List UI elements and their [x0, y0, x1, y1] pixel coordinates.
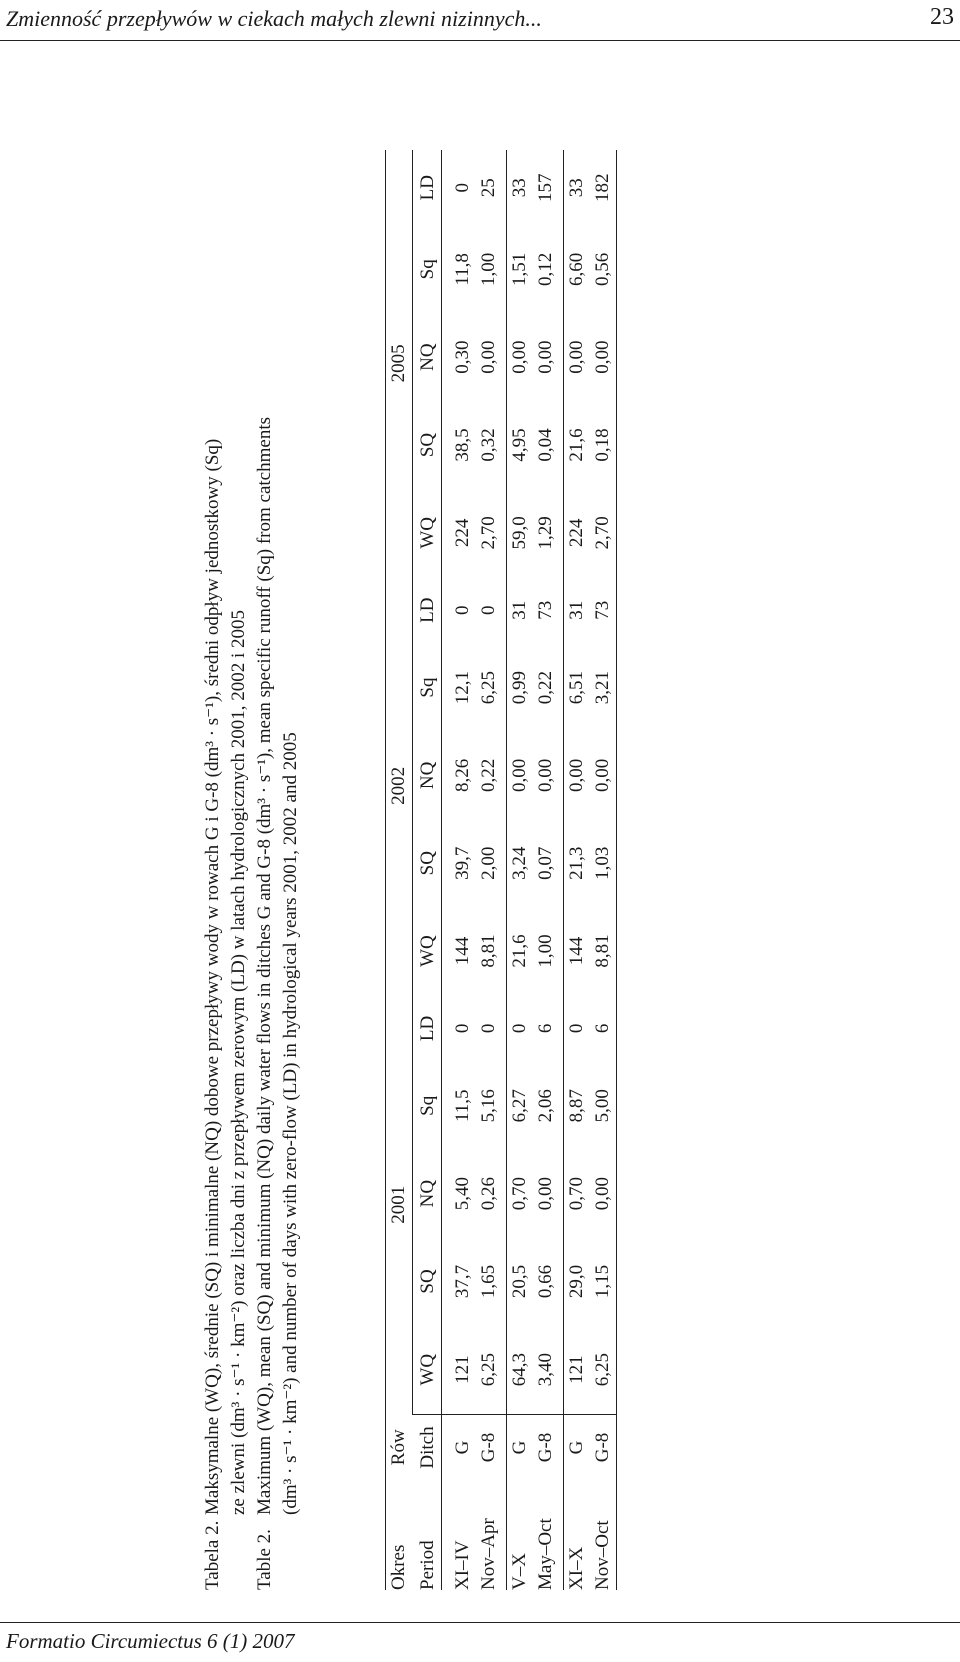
year-header: 2001 [386, 995, 413, 1415]
value-cell: 3,21 [590, 644, 617, 732]
period-cell: Nov–Oct [590, 1480, 617, 1590]
value-cell: 31 [509, 600, 530, 620]
data-table [385, 150, 617, 1590]
column-header: LD [413, 577, 442, 644]
value-cell: 0,70 [566, 1176, 587, 1211]
value-cell: 1,00 [476, 225, 507, 313]
value-cell: 0,00 [590, 1150, 617, 1238]
value-cell: 2,06 [533, 1062, 564, 1150]
value-cell: 39,7 [452, 846, 473, 880]
table-caption [200, 150, 304, 1590]
caption-pl-line2: ze zlewni (dm³ · s⁻¹ · km⁻²) oraz liczba dni z przepływem zerowym (LD) w latach hydrologicznych 2001, 2002 i 2005 [228, 609, 249, 1515]
value-cell: 0 [566, 1023, 587, 1034]
value-cell: 0 [452, 605, 473, 615]
running-title: Zmienność przepływów w ciekach małych zlewni nizinnych... [6, 6, 542, 31]
table-row [564, 150, 591, 1590]
value-cell: 2,70 [590, 489, 617, 577]
table-row [442, 150, 477, 1590]
value-cell: 5,40 [452, 1176, 473, 1211]
caption-polish [200, 150, 252, 1590]
ditch-cell: G [564, 1415, 591, 1481]
value-cell: 73 [533, 577, 564, 644]
value-cell: 33 [509, 178, 530, 198]
caption-english [252, 150, 304, 1590]
value-cell: 0,00 [533, 313, 564, 401]
value-cell: 0,00 [509, 758, 530, 793]
value-cell: 5,16 [476, 1062, 507, 1150]
column-header: NQ [413, 313, 442, 401]
value-cell: 21,6 [509, 934, 530, 968]
page-number: 23 [930, 4, 954, 30]
value-cell: 6 [533, 995, 564, 1062]
ditch-cell: G-8 [533, 1415, 564, 1481]
value-cell: 224 [566, 518, 587, 548]
header-row-measures [413, 150, 442, 1590]
value-cell: 6,25 [590, 1325, 617, 1414]
table-row [507, 150, 534, 1590]
value-cell: 0 [476, 995, 507, 1062]
value-cell: 0,66 [533, 1238, 564, 1326]
value-cell: 5,00 [590, 1062, 617, 1150]
caption-en-line2: (dm³ · s⁻¹ · km⁻²) and number of days with zero-flow (LD) in hydrological years 2001, 2002 and 2005 [280, 732, 301, 1515]
year-header: 2002 [386, 577, 413, 995]
value-cell: 21,6 [566, 428, 587, 462]
value-cell: 6,27 [509, 1089, 530, 1123]
column-header: WQ [413, 1325, 442, 1414]
page-footer [0, 1622, 960, 1662]
value-cell: 21,3 [566, 846, 587, 880]
value-cell: 0,18 [590, 401, 617, 489]
value-cell: 1,00 [533, 907, 564, 995]
caption-en-line1: Maximum (WQ), mean (SQ) and minimum (NQ) daily water flows in ditches G and G-8 (dm³ · s⁻¹), mean specific runoff (Sq) from catchments [254, 417, 275, 1515]
value-cell: 11,5 [452, 1089, 473, 1123]
value-cell: 6 [590, 995, 617, 1062]
value-cell: 8,81 [476, 907, 507, 995]
value-cell: 0,22 [533, 644, 564, 732]
period-cell: Nov–Apr [476, 1480, 507, 1590]
ditch-cell: G-8 [590, 1415, 617, 1481]
value-cell: 0,04 [533, 401, 564, 489]
period-cell: XI–IV [452, 1540, 473, 1590]
value-cell: 1,65 [476, 1238, 507, 1326]
value-cell: 4,95 [509, 428, 530, 462]
value-cell: 6,60 [566, 252, 587, 286]
value-cell: 25 [476, 150, 507, 225]
column-header: Sq [413, 225, 442, 313]
value-cell: 0,00 [590, 731, 617, 819]
value-cell: 73 [590, 577, 617, 644]
value-cell: 0,26 [476, 1150, 507, 1238]
caption-label-en: Table 2. [254, 1529, 275, 1590]
value-cell: 121 [566, 1355, 587, 1384]
value-cell: 0,12 [533, 225, 564, 313]
value-cell: 3,40 [533, 1325, 564, 1414]
value-cell: 0,32 [476, 401, 507, 489]
value-cell: 0,70 [509, 1176, 530, 1211]
column-header: NQ [413, 1150, 442, 1238]
value-cell: 1,15 [590, 1238, 617, 1326]
value-cell: 0,07 [533, 819, 564, 907]
ditch-cell: G-8 [476, 1415, 507, 1481]
value-cell: 8,26 [452, 758, 473, 793]
column-header: LD [413, 150, 442, 225]
caption-pl-line1: Maksymalne (WQ), średnie (SQ) i minimalne (NQ) dobowe przepływy wody w rowach G i G-8 (dm³ · s⁻¹), średni odpływ jednostkowy (Sq) [202, 438, 223, 1515]
value-cell: 6,25 [476, 1325, 507, 1414]
value-cell: 12,1 [452, 670, 473, 705]
value-cell: 6,25 [476, 644, 507, 732]
year-header: 2005 [386, 150, 413, 577]
column-header: WQ [413, 907, 442, 995]
ditch-cell: G [507, 1415, 534, 1481]
ditch-header-pl: Rów [386, 1415, 413, 1481]
column-header: Sq [413, 644, 442, 732]
column-header: LD [413, 995, 442, 1062]
value-cell: 11,8 [452, 253, 473, 286]
value-cell: 6,51 [566, 670, 587, 705]
value-cell: 59,0 [509, 516, 530, 550]
table-row [476, 150, 507, 1590]
table-row [533, 150, 564, 1590]
ditch-cell: G [442, 1415, 477, 1481]
value-cell: 8,81 [590, 907, 617, 995]
value-cell: 0,00 [509, 340, 530, 374]
column-header: Sq [413, 1062, 442, 1150]
caption-label-pl: Tabela 2. [202, 1520, 223, 1590]
value-cell: 0,22 [476, 731, 507, 819]
value-cell: 0 [452, 182, 473, 193]
column-header: NQ [413, 731, 442, 819]
value-cell: 182 [590, 150, 617, 225]
period-cell: XI–X [566, 1546, 587, 1590]
running-head [0, 0, 960, 41]
value-cell: 121 [452, 1355, 473, 1384]
value-cell: 0,00 [590, 313, 617, 401]
column-header: SQ [413, 1238, 442, 1326]
value-cell: 1,29 [533, 489, 564, 577]
rotated-table-block [200, 150, 960, 1590]
period-cell: May–Oct [533, 1480, 564, 1590]
value-cell: 0,30 [452, 340, 473, 374]
value-cell: 29,0 [566, 1264, 587, 1299]
value-cell: 2,70 [476, 489, 507, 577]
value-cell: 31 [566, 600, 587, 620]
column-header: WQ [413, 489, 442, 577]
ditch-header-en: Ditch [413, 1415, 442, 1481]
value-cell: 33 [566, 178, 587, 198]
column-header: SQ [413, 401, 442, 489]
value-cell: 1,03 [590, 819, 617, 907]
value-cell: 0,56 [590, 225, 617, 313]
value-cell: 0,99 [509, 670, 530, 705]
value-cell: 0 [452, 1023, 473, 1034]
value-cell: 0,00 [533, 1150, 564, 1238]
value-cell: 1,51 [509, 252, 530, 286]
value-cell: 0 [476, 577, 507, 644]
value-cell: 37,7 [452, 1264, 473, 1299]
journal-citation: Formatio Circumiectus 6 (1) 2007 [6, 1629, 295, 1653]
value-cell: 3,24 [509, 846, 530, 880]
value-cell: 0,00 [476, 313, 507, 401]
period-header-en: Period [413, 1480, 442, 1590]
value-cell: 0 [509, 1023, 530, 1034]
value-cell: 0,00 [566, 758, 587, 793]
value-cell: 144 [452, 936, 473, 966]
column-header: SQ [413, 819, 442, 907]
table-row [590, 150, 617, 1590]
value-cell: 38,5 [452, 428, 473, 462]
header-row-years [386, 150, 413, 1590]
value-cell: 8,87 [566, 1089, 587, 1123]
value-cell: 157 [533, 150, 564, 225]
period-cell: V–X [509, 1553, 530, 1590]
table-body [442, 150, 617, 1590]
value-cell: 144 [566, 936, 587, 966]
period-header-pl: Okres [386, 1480, 413, 1590]
value-cell: 2,00 [476, 819, 507, 907]
value-cell: 64,3 [509, 1353, 530, 1387]
value-cell: 20,5 [509, 1264, 530, 1299]
value-cell: 0,00 [533, 731, 564, 819]
value-cell: 0,00 [566, 340, 587, 374]
value-cell: 224 [452, 518, 473, 548]
